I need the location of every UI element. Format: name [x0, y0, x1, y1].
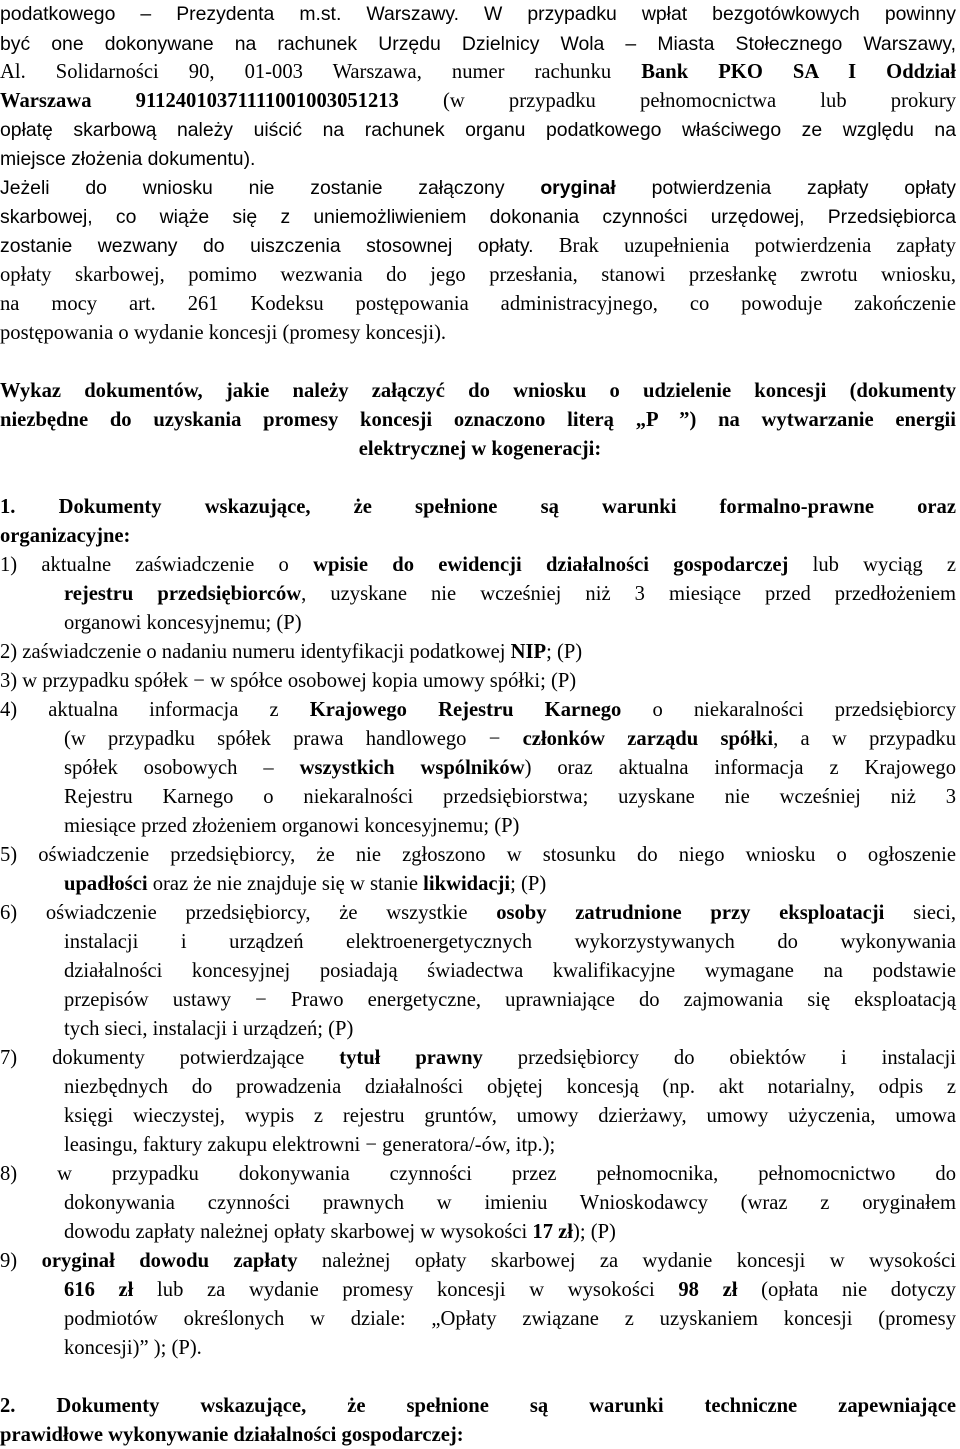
text-run: działalności koncesyjnej posiadają świadectwa kwalifikacyjne wymagane na podstawie	[64, 960, 956, 982]
bold-text: Krajowego Rejestru Karnego	[309, 699, 622, 721]
text-line	[0, 638, 760, 666]
bold-text: oryginał dowodu zapłaty	[41, 1250, 298, 1272]
text-run: organowi koncesyjnemu; (P)	[64, 612, 302, 634]
text-line	[0, 435, 960, 463]
text-run: 7) dokumenty potwierdzające	[0, 1047, 340, 1069]
text-run: miejsce złożenia dokumentu).	[0, 148, 256, 170]
text-run: sieci,	[884, 902, 956, 924]
text-line	[0, 174, 956, 202]
text-run: 8) w przypadku dokonywania czynności przez pełnomocnika, pełnomocnictwo do	[0, 1163, 956, 1185]
text-line	[0, 841, 956, 869]
text-line	[0, 377, 956, 405]
bold-text: Wykaz dokumentów, jakie należy załączyć do wniosku o udzielenie koncesji (dokumenty	[0, 380, 956, 402]
text-run: Brak uzupełnienia potwierdzenia zapłaty	[533, 235, 956, 257]
text-line	[64, 1131, 684, 1159]
text-run: Rejestru Karnego o niekaralności przedsiębiorstwa; uzyskane nie wcześniej niż 3	[64, 786, 956, 808]
text-line	[0, 696, 956, 724]
text-line	[0, 290, 956, 318]
bold-text: elektrycznej w kogeneracji:	[358, 438, 602, 460]
text-line	[64, 1189, 956, 1217]
bold-text: likwidacji	[423, 873, 511, 895]
text-line	[0, 1044, 956, 1072]
text-run: lub za wydanie promesy koncesji w wysokości	[133, 1279, 679, 1301]
bold-text: 98 zł	[678, 1279, 738, 1301]
text-line	[0, 145, 330, 173]
text-run: , a w przypadku	[773, 728, 956, 750]
text-run: podatkowego – Prezydenta m.st. Warszawy. W przypadku wpłat bezgotówkowych powinny	[0, 3, 956, 25]
text-run: na mocy art. 261 Kodeksu postępowania administracyjnego, co powoduje zakończenie	[0, 293, 956, 315]
text-run: potwierdzenia zapłaty opłaty	[615, 177, 956, 199]
bold-text: organizacyjne:	[0, 525, 131, 547]
bold-text: wszystkich wspólników	[299, 757, 525, 779]
text-line	[64, 986, 956, 1014]
text-line	[64, 580, 956, 608]
text-run: 1) aktualne zaświadczenie o	[0, 554, 314, 576]
text-line	[64, 1102, 956, 1130]
text-line	[0, 116, 956, 144]
text-run: o niekaralności przedsiębiorcy	[621, 699, 956, 721]
bold-text: oryginał	[540, 177, 616, 199]
bold-text: 616 zł	[64, 1279, 134, 1301]
text-line	[64, 1218, 784, 1246]
text-run: 3) w przypadku spółek − w spółce osobowej kopia umowy spółki; (P)	[0, 670, 577, 692]
text-run: opłatę skarbową należy uiścić na rachunek organu podatkowego właściwego ze względu na	[0, 119, 956, 141]
text-run: 2) zaświadczenie o nadaniu numeru identyfikacji podatkowej	[0, 641, 511, 663]
text-run: koncesji)” ); (P).	[64, 1337, 202, 1359]
text-line	[0, 261, 956, 289]
bold-text: upadłości	[64, 873, 148, 895]
text-line	[0, 522, 200, 550]
bold-text: wpisie do ewidencji działalności gospodarczej	[313, 554, 789, 576]
text-line	[64, 783, 956, 811]
text-line	[0, 406, 956, 434]
text-run: (w przypadku pełnomocnictwa lub prokury	[398, 90, 956, 112]
text-run: miesiące przed złożeniem organowi koncesyjnemu; (P)	[64, 815, 520, 837]
bold-text: 17 zł	[532, 1221, 573, 1243]
text-run: 4) aktualna informacja z	[0, 699, 310, 721]
text-run: skarbowej, co wiąże się z uniemożliwieniem dokonania czynności urzędowej, Przedsiębiorca	[0, 206, 956, 228]
bold-text: niezbędne do uzyskania promesy koncesji oznaczono literą „P ”) na wytwarzanie energii	[0, 409, 956, 431]
text-run: leasingu, faktury zakupu elektrowni − generatora/-ów, itp.);	[64, 1134, 556, 1156]
text-run: dowodu zapłaty należnej opłaty skarbowej w wysokości	[64, 1221, 533, 1243]
bold-text: członków zarządu spółki	[522, 728, 774, 750]
text-run: ; (P)	[546, 641, 583, 663]
text-run: (w przypadku spółek prawa handlowego −	[64, 728, 523, 750]
bold-text: prawidłowe wykonywanie działalności gospodarczej:	[0, 1424, 464, 1446]
text-line	[64, 1015, 464, 1043]
text-line	[0, 30, 956, 58]
bold-text: Bank PKO SA I Oddział	[641, 61, 956, 83]
bold-text: tytuł prawny	[339, 1047, 483, 1069]
text-line	[0, 899, 956, 927]
text-run: dokonywania czynności prawnych w imieniu Wnioskodawcy (wraz z oryginałem	[64, 1192, 956, 1214]
text-run: postępowania o wydanie koncesji (promesy koncesji).	[0, 322, 447, 344]
text-line	[0, 551, 956, 579]
text-line	[64, 609, 364, 637]
text-run: przepisów ustawy − Prawo energetyczne, uprawniające do zajmowania się eksploatacją	[64, 989, 956, 1011]
text-run: spółek osobowych –	[64, 757, 300, 779]
bold-text: rejestru przedsiębiorców	[64, 583, 302, 605]
text-line	[0, 1421, 650, 1449]
text-run: ; (P)	[510, 873, 547, 895]
text-run: ) oraz aktualna informacja z Krajowego	[524, 757, 956, 779]
text-line	[0, 58, 956, 86]
text-line	[0, 87, 956, 115]
text-run: księgi wieczystej, wypis z rejestru gruntów, umowy dzierżawy, umowy użyczenia, umowa	[64, 1105, 956, 1127]
text-line	[0, 319, 548, 347]
text-run: być one dokonywane na rachunek Urzędu Dzielnicy Wola – Miasta Stołecznego Warszawy,	[0, 33, 956, 55]
text-line	[64, 957, 956, 985]
text-line	[64, 1305, 956, 1333]
bold-text: 2. Dokumenty wskazujące, że spełnione są warunki techniczne zapewniające	[0, 1395, 956, 1417]
text-line	[0, 203, 956, 231]
text-line	[64, 1276, 956, 1304]
text-line	[0, 0, 956, 28]
text-line	[64, 1334, 364, 1362]
text-line	[0, 1247, 956, 1275]
text-run: lub wyciąg z	[788, 554, 957, 576]
bold-text: NIP	[510, 641, 547, 663]
text-line	[64, 754, 956, 782]
text-run: oraz że nie znajduje się w stanie	[147, 873, 424, 895]
text-line	[64, 812, 624, 840]
text-run: Jeżeli do wniosku nie zostanie załączony	[0, 177, 541, 199]
text-run: (opłata nie dotyczy	[737, 1279, 956, 1301]
text-run: ); (P)	[573, 1221, 616, 1243]
text-line	[0, 1160, 956, 1188]
text-run: podmiotów określonych w dziale: „Opłaty związane z uzyskaniem koncesji (promesy	[64, 1308, 956, 1330]
text-line	[0, 1392, 956, 1420]
text-run: opłaty skarbowej, pomimo wezwania do jego przesłania, stanowi przesłankę zwrotu wniosku,	[0, 264, 956, 286]
text-line	[64, 928, 956, 956]
text-run: , uzyskane nie wcześniej niż 3 miesiące przed przedłożeniem	[301, 583, 956, 605]
text-line	[64, 725, 956, 753]
text-run: należnej opłaty skarbowej za wydanie koncesji w wysokości	[297, 1250, 956, 1272]
bold-text: Warszawa 91124010371111001003051213	[0, 90, 399, 112]
text-run: przedsiębiorcy do obiektów i instalacji	[482, 1047, 956, 1069]
text-line	[64, 870, 664, 898]
text-line	[0, 493, 956, 521]
text-run: zostanie wezwany do uiszczenia stosownej opłaty.	[0, 235, 534, 257]
text-run: 9)	[0, 1250, 42, 1272]
text-run: niezbędnych do prowadzenia działalności objętej koncesją (np. akt notarialny, odpis z	[64, 1076, 956, 1098]
text-run: 6) oświadczenie przedsiębiorcy, że wszystkie	[0, 902, 497, 924]
bold-text: osoby zatrudnione przy eksploatacji	[496, 902, 885, 924]
text-run: instalacji i urządzeń elektroenergetycznych wykorzystywanych do wykonywania	[64, 931, 956, 953]
text-run: tych sieci, instalacji i urządzeń; (P)	[64, 1018, 354, 1040]
text-run: Al. Solidarności 90, 01-003 Warszawa, numer rachunku	[0, 61, 642, 83]
text-line	[0, 667, 760, 695]
text-line	[64, 1073, 956, 1101]
bold-text: 1. Dokumenty wskazujące, że spełnione są warunki formalno-prawne oraz	[0, 496, 956, 518]
text-line	[0, 232, 956, 260]
text-run: 5) oświadczenie przedsiębiorcy, że nie zgłoszono w stosunku do niego wniosku o ogłoszenie	[0, 844, 956, 866]
